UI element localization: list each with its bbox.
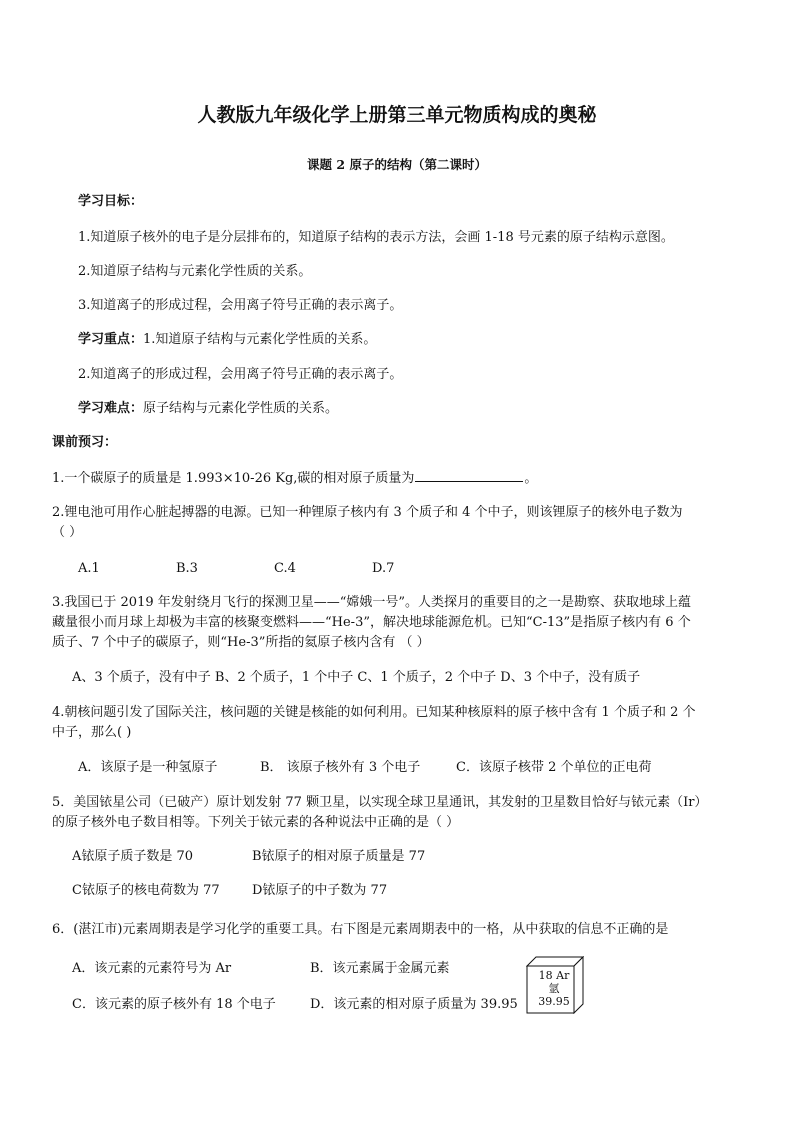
question-3-options: A、3 个质子，没有中子 B、2 个质子，1 个中子 C、1 个质子，2 个中子 D、3 个中子，没有质子 [72,670,641,685]
question-6-line: 6．(湛江市)元素周期表是学习化学的重要工具。右下图是元素周期表中的一格，从中获取的信息不正确的是 [52,922,669,937]
objective-item: 3.知道离子的形成过程，会用离子符号正确的表示离子。 [78,298,403,313]
option-a: A．该原子是一种氢原子 [78,760,218,775]
objective-item: 1.知道原子核外的电子是分层排布的，知道原子结构的表示方法，会画 1-18 号元素的原子结构示意图。 [78,230,674,245]
question-2-line: 2.锂电池可用作心脏起搏器的电源。已知一种锂原子核内有 3 个质子和 4 个中子，则该锂原子的核外电子数为 [52,505,683,520]
option-b: B铱原子的相对原子质量是 77 [252,849,426,864]
option-d: D铱原子的中子数为 77 [252,883,388,898]
question-4-line: 4.朝核问题引发了国际关注，核问题的关键是核能的如何利用。已知某种核原料的原子核中含有 1 个质子和 2 个 [52,705,696,720]
option-a: A．该元素的元素符号为 Ar [72,961,232,976]
option-b: B.3 [176,561,198,576]
lesson-subtitle: 课题 2 原子的结构（第二课时） [307,157,487,172]
option-d: D．该元素的相对原子质量为 39.95 [310,997,518,1012]
question-3-line: 藏量很小而月球上却极为丰富的核聚变燃料——“He-3”，解决地球能源危机。已知“C-13”是指原子核内有 6 个 [52,615,691,630]
element-cell [526,956,584,1014]
question-5-line: 5．美国铱星公司（已破产）原计划发射 77 颗卫星，以实现全球卫星通讯，其发射的卫星数目恰好与铱元素（Ir） [52,795,708,810]
option-c: C．该元素的原子核外有 18 个电子 [72,997,276,1012]
option-a: A铱原子质子数是 70 [72,849,194,864]
key-points-label: 学习重点： [78,332,144,347]
option-c: C.4 [274,561,296,576]
page-title: 人教版九年级化学上册第三单元物质构成的奥秘 [197,104,597,126]
key-points [78,331,376,349]
question-1-text: 1.一个碳原子的质量是 1.993×10-26 Kg,碳的相对原子质量为 [52,471,415,486]
question-3-line: 质子、7 个中子的碳原子，则“He-3”所指的氦原子核内含有 （ ） [52,635,430,650]
question-2-line: （ ） [52,525,83,540]
preview-heading: 课前预习： [52,435,118,450]
option-a: A.1 [78,561,100,576]
key-points-first: 1.知道原子结构与元素化学性质的关系。 [143,332,377,347]
element-mass: 39.95 [538,995,570,1008]
element-number-symbol: 18 Ar [538,969,570,982]
difficulty-text: 原子结构与元素化学性质的关系。 [143,401,339,416]
question-5-line: 的原子核外电子数目相等。下列关于铱元素的各种说法中正确的是（ ） [52,815,460,830]
question-3-line: 3.我国已于 2019 年发射绕月飞行的探测卫星——“嫦娥一号”。人类探月的重要目的之一是勘察、获取地球上蕴 [52,595,692,610]
question-1-end: 。 [524,471,538,486]
objective-item: 2.知道原子结构与元素化学性质的关系。 [78,264,312,279]
objectives-heading: 学习目标： [78,194,144,209]
answer-blank[interactable] [415,469,523,482]
question-1 [52,469,537,488]
difficulty [78,400,338,418]
option-c: C．该原子核带 2 个单位的正电荷 [456,760,652,775]
difficulty-label: 学习难点： [78,401,144,416]
element-name: 氩 [548,982,560,995]
option-b: B． 该原子核外有 3 个电子 [260,760,421,775]
key-points-second: 2.知道离子的形成过程，会用离子符号正确的表示离子。 [78,367,403,382]
option-d: D.7 [372,561,395,576]
option-b: B．该元素属于金属元素 [310,961,450,976]
question-4-line: 中子，那么( ) [52,725,132,740]
option-c: C铱原子的核电荷数为 77 [72,883,220,898]
